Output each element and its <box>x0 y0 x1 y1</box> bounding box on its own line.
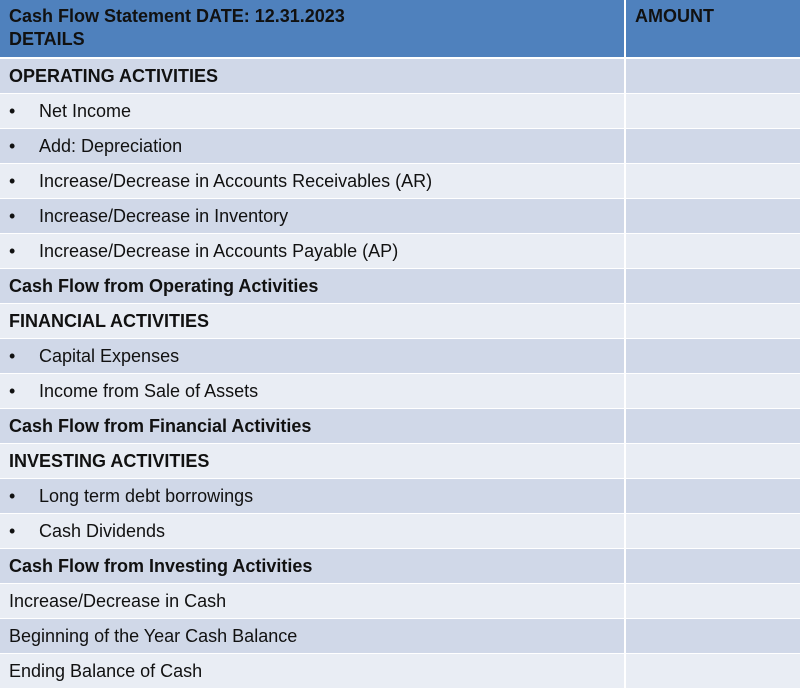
row-label: Capital Expenses <box>39 345 180 366</box>
row-label-cell <box>0 304 626 338</box>
row-label: Cash Flow from Financial Activities <box>9 415 312 436</box>
row-label-cell <box>0 549 626 583</box>
row-amount-cell[interactable] <box>626 199 800 233</box>
row-amount-cell[interactable] <box>626 374 800 408</box>
table-row <box>0 409 800 444</box>
row-label: Income from Sale of Assets <box>39 380 259 401</box>
table-row <box>0 59 800 94</box>
row-label-cell <box>0 584 626 618</box>
table-row <box>0 619 800 654</box>
row-amount-cell[interactable] <box>626 304 800 338</box>
bullet-icon: • <box>9 485 16 506</box>
row-amount-cell[interactable] <box>626 164 800 198</box>
bullet-icon: • <box>9 100 16 121</box>
row-amount-cell[interactable] <box>626 409 800 443</box>
row-label-cell <box>0 164 626 198</box>
row-label-cell <box>0 479 626 513</box>
bullet-icon: • <box>9 345 16 366</box>
row-label-cell <box>0 339 626 373</box>
row-label: Cash Flow from Operating Activities <box>9 275 319 296</box>
row-label: OPERATING ACTIVITIES <box>9 65 219 86</box>
table-row <box>0 339 800 374</box>
table-header <box>0 0 800 59</box>
bullet-icon: • <box>9 135 16 156</box>
row-label: Cash Dividends <box>39 520 166 541</box>
row-label: Increase/Decrease in Cash <box>9 590 227 611</box>
table-row <box>0 584 800 619</box>
table-row <box>0 374 800 409</box>
bullet-icon: • <box>9 520 16 541</box>
row-label: FINANCIAL ACTIVITIES <box>9 310 210 331</box>
row-label-cell <box>0 129 626 163</box>
table-row <box>0 94 800 129</box>
row-amount-cell[interactable] <box>626 129 800 163</box>
row-amount-cell[interactable] <box>626 339 800 373</box>
table-row <box>0 164 800 199</box>
bullet-icon: • <box>9 170 16 191</box>
row-label: Long term debt borrowings <box>39 485 254 506</box>
row-amount-cell[interactable] <box>626 654 800 688</box>
row-label-cell <box>0 94 626 128</box>
table-body <box>0 59 800 689</box>
bullet-icon: • <box>9 205 16 226</box>
row-label: Increase/Decrease in Accounts Receivables (AR) <box>39 170 433 191</box>
row-amount-cell[interactable] <box>626 59 800 93</box>
table-row <box>0 234 800 269</box>
row-label-cell <box>0 59 626 93</box>
row-amount-cell[interactable] <box>626 479 800 513</box>
row-amount-cell[interactable] <box>626 269 800 303</box>
bullet-icon: • <box>9 380 16 401</box>
row-amount-cell[interactable] <box>626 94 800 128</box>
table-row <box>0 269 800 304</box>
row-label: Beginning of the Year Cash Balance <box>9 625 298 646</box>
row-amount-cell[interactable] <box>626 514 800 548</box>
table-row <box>0 444 800 479</box>
table-row <box>0 549 800 584</box>
details-column-header <box>0 0 626 57</box>
row-label: Cash Flow from Investing Activities <box>9 555 313 576</box>
row-amount-cell[interactable] <box>626 584 800 618</box>
row-label-cell <box>0 199 626 233</box>
row-label-cell <box>0 444 626 478</box>
table-row <box>0 304 800 339</box>
row-label-cell <box>0 619 626 653</box>
details-label: DETAILS <box>9 29 85 49</box>
row-amount-cell[interactable] <box>626 234 800 268</box>
row-label: Net Income <box>39 100 132 121</box>
row-label-cell <box>0 374 626 408</box>
row-label-cell <box>0 409 626 443</box>
row-amount-cell[interactable] <box>626 619 800 653</box>
row-label: Increase/Decrease in Accounts Payable (AP) <box>39 240 399 261</box>
row-label: Add: Depreciation <box>39 135 183 156</box>
row-label: Increase/Decrease in Inventory <box>39 205 289 226</box>
row-label: Ending Balance of Cash <box>9 660 203 681</box>
row-label-cell <box>0 654 626 688</box>
row-amount-cell[interactable] <box>626 444 800 478</box>
table-row <box>0 654 800 689</box>
table-row <box>0 129 800 164</box>
bullet-icon: • <box>9 240 16 261</box>
table-row <box>0 514 800 549</box>
row-label-cell <box>0 514 626 548</box>
row-label: INVESTING ACTIVITIES <box>9 450 210 471</box>
row-amount-cell[interactable] <box>626 549 800 583</box>
statement-title: Cash Flow Statement DATE: 12.31.2023 <box>9 6 345 26</box>
row-label-cell <box>0 234 626 268</box>
row-label-cell <box>0 269 626 303</box>
amount-column-header: AMOUNT <box>635 6 714 26</box>
table-row <box>0 199 800 234</box>
table-row <box>0 479 800 514</box>
